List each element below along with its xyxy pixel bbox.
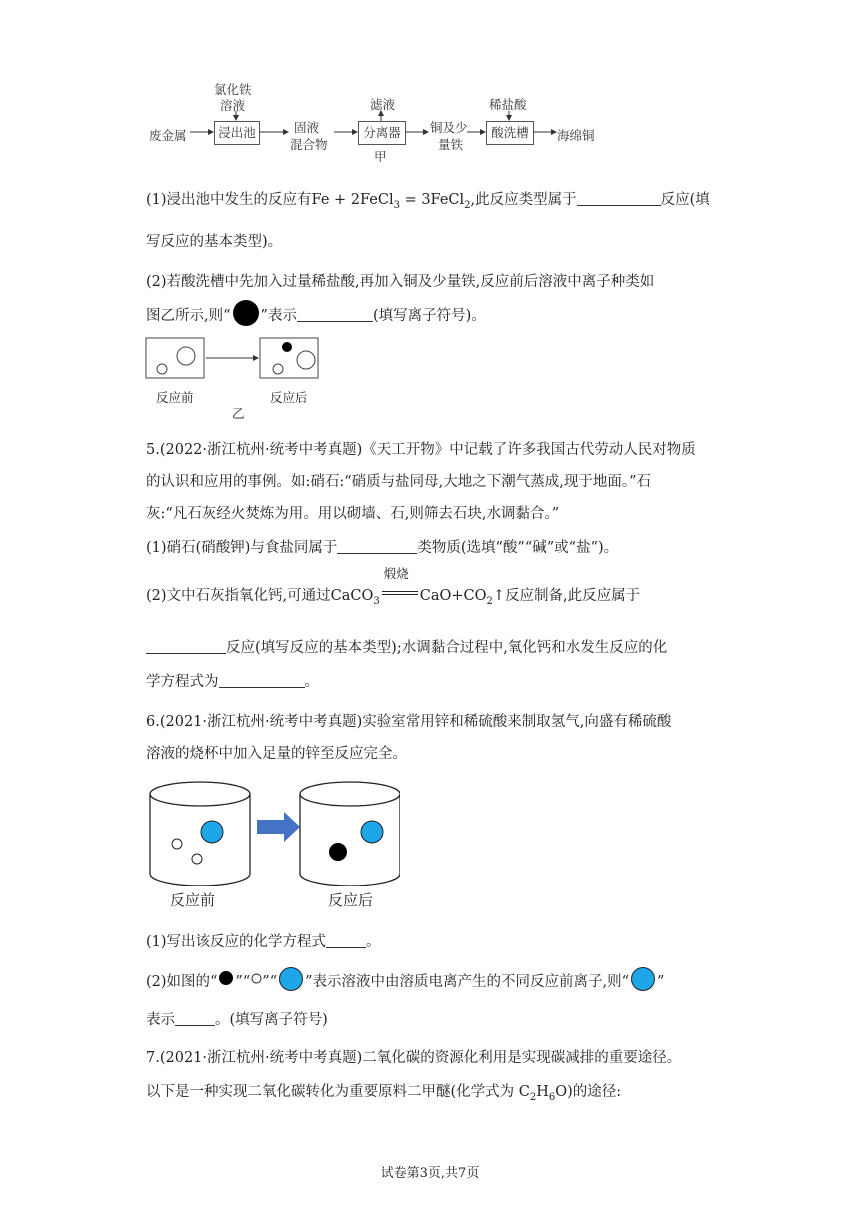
q4-p2-text-d: (填写离子符号)。 <box>372 308 486 324</box>
gas-arrow: ↑ <box>492 588 506 604</box>
q4-p1-text-a: (1)浸出池中发生的反应有 <box>146 192 312 208</box>
q6-line2: 溶液的烧杯中加入足量的锌至反应完全。 <box>146 746 407 762</box>
q4-p1-text-b: ,此反应类型属于 <box>470 192 577 208</box>
q5-part1 <box>146 536 618 557</box>
eq-product: = 3FeCl <box>399 192 465 208</box>
blue-ion-after <box>361 821 383 843</box>
q5-p3-text: 反应(填写反应的基本类型);水调黏合过程中,氧化钙和水发生反应的化 <box>226 640 668 656</box>
q4-p1-text-c: 反应(填 <box>660 192 710 208</box>
reagent-1-label: 氯化铁 <box>214 82 252 97</box>
eq-fecl: + 2FeCl <box>329 192 394 208</box>
blue-circle-icon <box>278 966 304 992</box>
q6-answer-blank-1[interactable] <box>326 933 366 948</box>
figure-yi-diagram <box>140 330 340 390</box>
q5-line3: 灰:“凡石灰经火焚炼为用。用以砌墙、石,则筛去石块,水调黏合。” <box>146 506 560 522</box>
input-label: 废金属 <box>149 128 187 143</box>
q6-p2-text-b: ”表示溶液中由溶质电离产生的不同反应前离子,则“ <box>305 974 630 990</box>
large-white-ion <box>177 347 195 365</box>
q5-p2-text-b: 反应制备,此反应属于 <box>505 588 641 604</box>
product-1-label: 固液 <box>294 120 320 135</box>
q6-answer-blank-2[interactable] <box>175 1011 215 1026</box>
black-ion-symbol-slot <box>231 306 261 320</box>
black-ion-slot <box>217 972 235 986</box>
eq-fe: Fe <box>311 192 330 208</box>
reagent-3-label: 稀盐酸 <box>489 97 527 112</box>
q7-text-c: O)的途径: <box>555 1084 622 1100</box>
black-circle-icon <box>218 970 234 986</box>
small-white-ion-after <box>273 364 283 374</box>
blue-arrow-icon <box>257 812 300 842</box>
q5-p1-text-a: (1)硝石(硝酸钾)与食盐同属于 <box>146 540 338 556</box>
q6-part1 <box>146 930 381 951</box>
blue-ion-slot <box>277 972 305 986</box>
small-white-ion <box>157 364 167 374</box>
q4-answer-blank-2[interactable] <box>297 307 373 322</box>
eq-sub3: 3 <box>393 199 400 211</box>
double-line-sign <box>382 591 418 595</box>
beaker-after <box>300 782 400 886</box>
separator-label-jia: 甲 <box>374 149 387 164</box>
q5-answer-blank-3[interactable] <box>219 673 305 688</box>
white-circle-icon <box>251 973 262 984</box>
separator-box: 分离器 <box>358 121 406 145</box>
black-ion <box>282 342 292 352</box>
filtrate-label: 滤液 <box>370 97 396 112</box>
q6-quote-1: ”“ <box>235 974 251 990</box>
q7-sub-1: 2 <box>529 1091 537 1103</box>
q5-p4-text-b: 。 <box>304 674 319 690</box>
blue-circle-icon <box>630 966 656 992</box>
acid-wash-tank-box: 酸洗槽 <box>486 121 534 145</box>
blue-ion-before <box>201 821 223 843</box>
beaker-before <box>150 782 250 886</box>
q6-part2-line2 <box>146 1008 328 1029</box>
white-ion-before-1 <box>172 839 182 849</box>
q6-p2-text-a: (2)如图的“ <box>146 974 218 990</box>
q6-p3-text-b: 。(填写离子符号) <box>215 1012 328 1028</box>
eq-sub2: 2 <box>464 199 471 211</box>
q7-sub-2: 6 <box>548 1091 556 1103</box>
fig-yi-before-label: 反应前 <box>156 390 194 405</box>
white-ion-slot <box>250 972 262 986</box>
q4-p2-text-c: ”表示 <box>260 308 297 324</box>
q4-part1-line1 <box>146 188 710 211</box>
q7-text-a: 以下是一种实现二氧化碳转化为重要原料二甲醚(化学式为 C <box>146 1084 530 1100</box>
white-ion-before-2 <box>192 854 202 864</box>
reagent-1-label-line2: 溶液 <box>220 98 246 113</box>
q5-p4-text-a: 学方程式为 <box>146 674 219 690</box>
fig-yi-after-label: 反应后 <box>270 390 308 405</box>
q5-p2-text-a: (2)文中石灰指氧化钙,可通过 <box>146 588 331 604</box>
q4-p2-text-b: 图乙所示,则“ <box>146 308 231 324</box>
black-ion-after <box>329 843 347 861</box>
blue-ion-slot-2 <box>629 972 657 986</box>
flow-arrows <box>0 0 860 170</box>
calcination-condition <box>380 566 420 600</box>
q6-part2 <box>146 970 664 991</box>
product-2-label: 铜及少 <box>430 120 468 135</box>
beaker-after-label: 反应后 <box>328 891 374 909</box>
q5-part2 <box>146 566 641 607</box>
before-box <box>146 338 204 378</box>
q6-quote-2: ”“ <box>262 974 278 990</box>
q5-p1-text-b: 类物质(选填“酸”“碱”或“盐”)。 <box>417 540 619 556</box>
q6-p3-text-a: 表示 <box>146 1012 175 1028</box>
q7-line1: 7.(2021·浙江杭州·统考中考真题)二氧化碳的资源化利用是实现碳减排的重要途径。 <box>146 1050 682 1066</box>
q6-p1-text-b: 。 <box>366 934 381 950</box>
q5-answer-blank-2[interactable] <box>146 639 226 654</box>
product-2-label-line2: 量铁 <box>438 137 464 152</box>
page-footer: 试卷第3页,共7页 <box>380 1166 480 1181</box>
eq-caco: CaCO <box>330 588 374 604</box>
q6-line1: 6.(2021·浙江杭州·统考中考真题)实验室常用锌和稀硫酸来制取氢气,向盛有稀硫酸 <box>146 714 672 730</box>
q5-line1: 5.(2022·浙江杭州·统考中考真题)《天工开物》中记载了许多我国古代劳动人民对物质 <box>146 442 696 458</box>
large-white-ion-after <box>297 351 315 369</box>
q4-part2-line2 <box>146 304 486 325</box>
q4-answer-blank-1[interactable] <box>577 191 661 206</box>
q6-p2-text-c: ” <box>657 974 665 990</box>
eq-caco-sub: 3 <box>373 595 380 607</box>
fig-yi-caption: 乙 <box>232 406 245 421</box>
q5-part2-line2 <box>146 636 667 657</box>
q4-equation <box>311 192 471 211</box>
product-1-label-line2: 混合物 <box>290 137 328 152</box>
q4-part1-line2: 写反应的基本类型)。 <box>146 234 283 250</box>
q4-part2-line1: (2)若酸洗槽中先加入过量稀盐酸,再加入铜及少量铁,反应前后溶液中离子种类如 <box>146 274 655 290</box>
q7-line2 <box>146 1080 621 1103</box>
q7-text-b: H <box>536 1084 549 1100</box>
leaching-tank-box: 浸出池 <box>214 121 260 145</box>
beaker-before-label: 反应前 <box>170 891 216 909</box>
output-label: 海绵铜 <box>557 128 595 143</box>
black-circle-icon <box>231 298 261 328</box>
figure-beakers <box>140 776 400 886</box>
q5-answer-blank-1[interactable] <box>337 539 417 554</box>
q5-part2-line3 <box>146 670 319 691</box>
eq-co2-sub: 2 <box>486 595 493 607</box>
q5-line2: 的认识和应用的事例。如:硝石:“硝质与盐同母,大地之下潮气蒸成,现于地面。”石 <box>146 474 652 490</box>
condition-text: 煅烧 <box>383 566 409 581</box>
q6-p1-text-a: (1)写出该反应的化学方程式 <box>146 934 327 950</box>
eq-cao: CaO+CO <box>419 588 487 604</box>
